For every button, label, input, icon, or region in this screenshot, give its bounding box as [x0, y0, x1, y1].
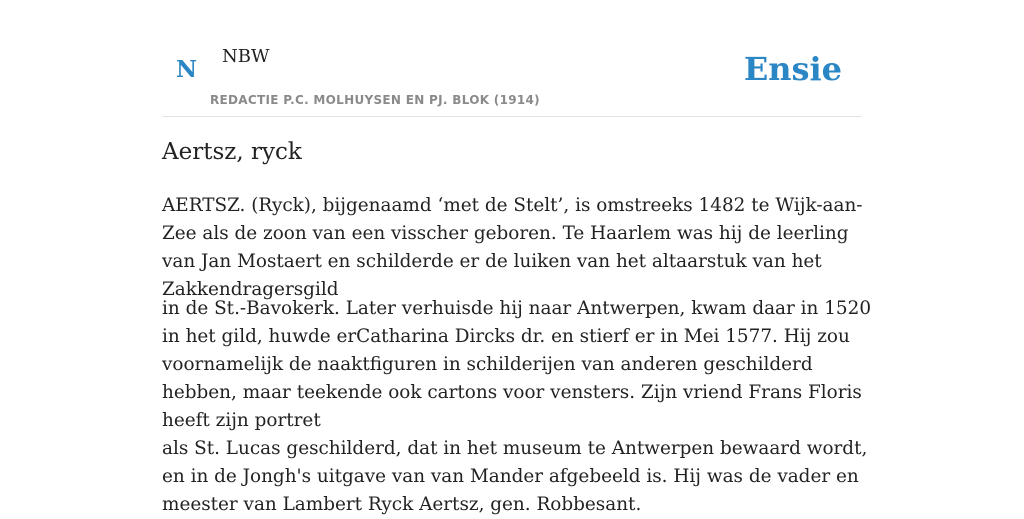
article-paragraph: AERTSZ. (Ryck), bijgenaamd ‘met de Stelt’, is omstreeks 1482 te Wijk-aan-Zee als de zoon van een visscher geboren. Te Haarlem was hij de leerling van Jan Mostaert en schilderde er de luiken van het altaarstuk van het Zakkendragersgild	[162, 195, 863, 300]
source-logo-icon: N	[176, 56, 198, 83]
source-header	[162, 0, 862, 117]
article-paragraph: in de St.-Bavokerk. Later verhuisde hij naar Antwerpen, kwam daar in 1520 in het gild, huwde erCatharina Dircks dr. en stierf er in Mei 1577. Hij zou voornamelijk de naaktfiguren in schilderijen van anderen geschilderd hebben, maar teekende ook cartons voor vensters. Zijn vriend Frans Floris heeft zijn portret	[162, 298, 872, 431]
article-title: Aertsz, ryck	[162, 139, 302, 165]
article-paragraph: als St. Lucas geschilderd, dat in het museum te Antwerpen bewaard wordt, en in de Jongh's uitgave van van Mander afgebeeld is. Hij was de vader en meester van Lambert Ryck Aertsz, gen. Robbesant.	[162, 438, 868, 515]
source-subtitle: REDACTIE P.C. MOLHUYSEN EN PJ. BLOK (1914)	[210, 93, 540, 107]
source-name-link[interactable]: NBW	[222, 46, 270, 67]
ensie-logo-link[interactable]: Ensie	[743, 50, 842, 88]
